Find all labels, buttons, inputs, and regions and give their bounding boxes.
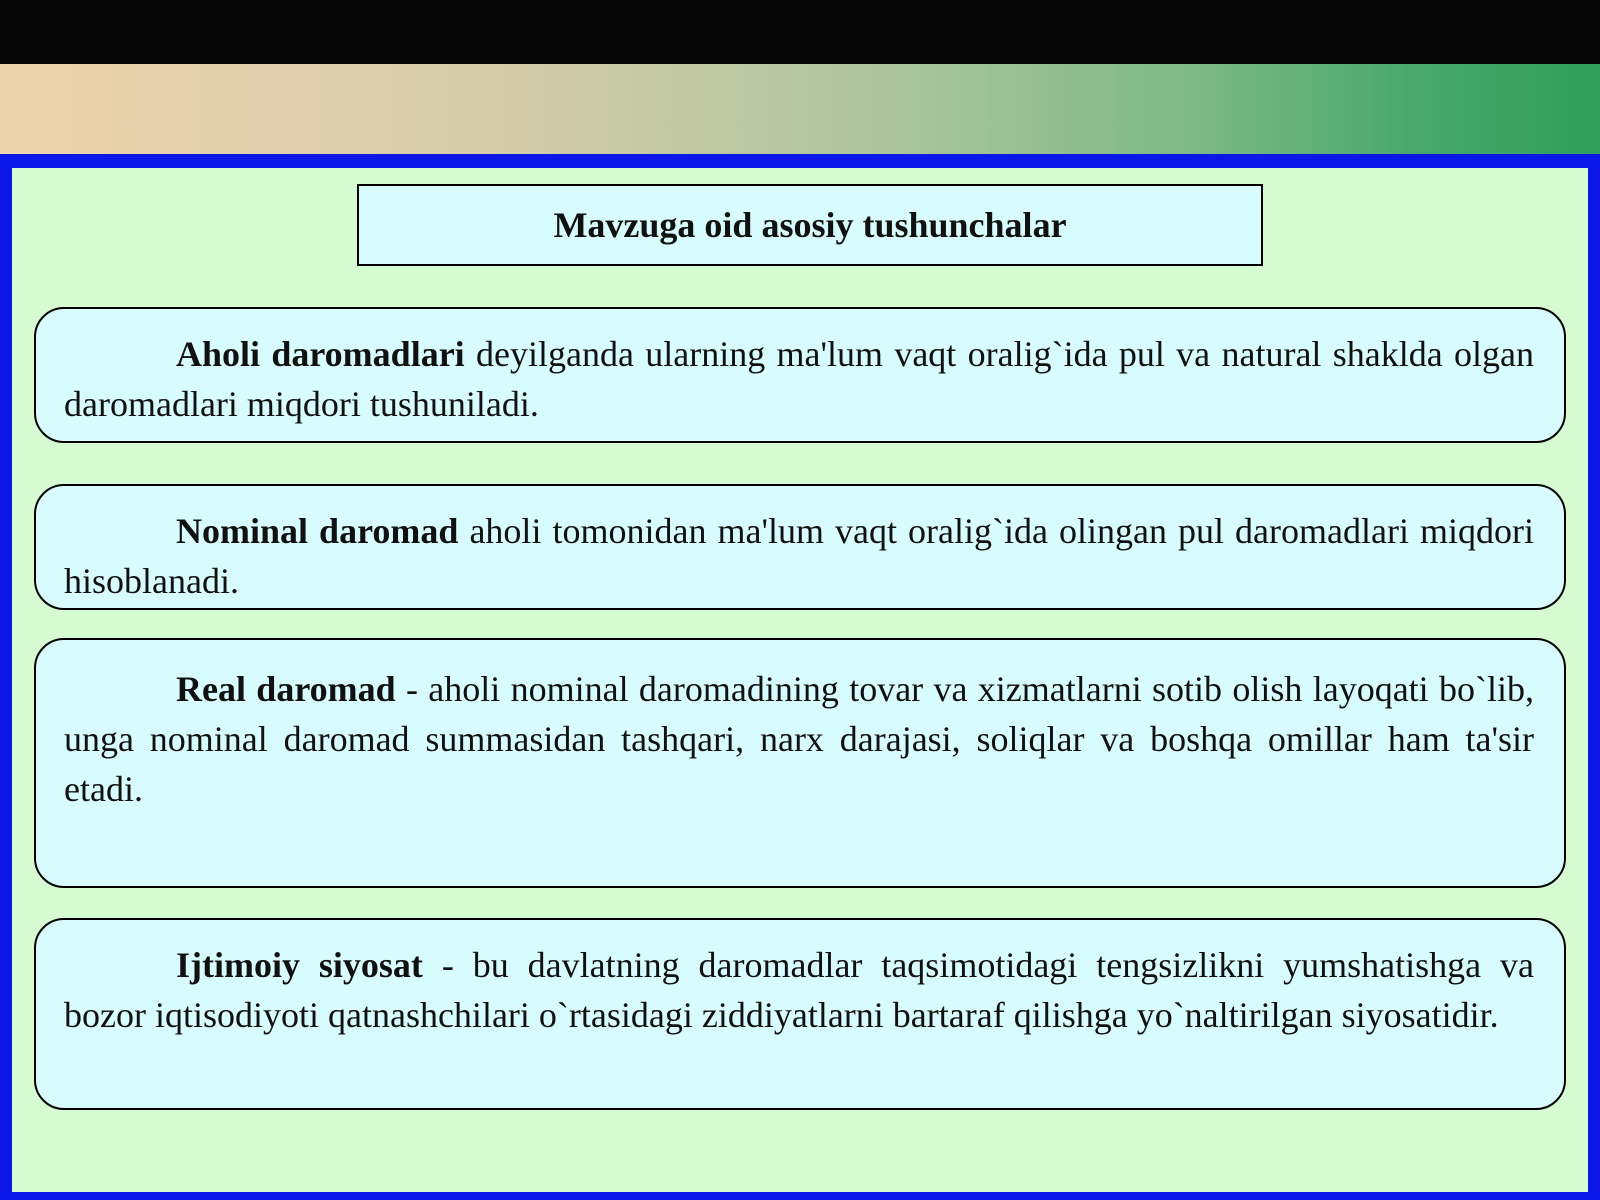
top-black-band <box>0 0 1600 64</box>
definition-text: aholi tomonidan ma'lum vaqt oralig`ida olingan pul daromadlari miqdori hisoblanadi. <box>64 511 1534 601</box>
definition-box-ijtimoiy-siyosat <box>34 918 1566 1110</box>
header-gradient-band <box>0 64 1600 154</box>
definition-term: Ijtimoiy siyosat <box>176 945 423 985</box>
definition-text: - aholi nominal daromadining tovar va xizmatlarni sotib olish layoqati bo`lib, unga nominal daromad summasidan tashqari, narx darajasi, soliqlar va boshqa omillar ham ta'sir etadi. <box>64 669 1534 809</box>
definition-paragraph <box>64 664 1534 814</box>
definition-box-aholi-daromadlari <box>34 307 1566 443</box>
definition-paragraph <box>64 506 1534 606</box>
definition-term: Aholi daromadlari <box>176 334 465 374</box>
definition-box-real-daromad <box>34 638 1566 888</box>
definition-term: Real daromad <box>176 669 396 709</box>
definition-text: - bu davlatning daromadlar taqsimotidagi tengsizlikni yumshatishga va bozor iqtisodiyoti qatnashchilari o`rtasidagi ziddiyatlarni bartaraf qilishga yo`naltirilgan siyosatidir. <box>64 945 1534 1035</box>
definition-paragraph <box>64 329 1534 429</box>
slide-title: Mavzuga oid asosiy tushunchalar <box>357 184 1263 266</box>
definition-term: Nominal daromad <box>176 511 459 551</box>
definition-text: deyilganda ularning ma'lum vaqt oralig`ida pul va natural shaklda olgan daromadlari miqdori tushuniladi. <box>64 334 1534 424</box>
definition-paragraph <box>64 940 1534 1040</box>
definition-box-nominal-daromad <box>34 484 1566 610</box>
